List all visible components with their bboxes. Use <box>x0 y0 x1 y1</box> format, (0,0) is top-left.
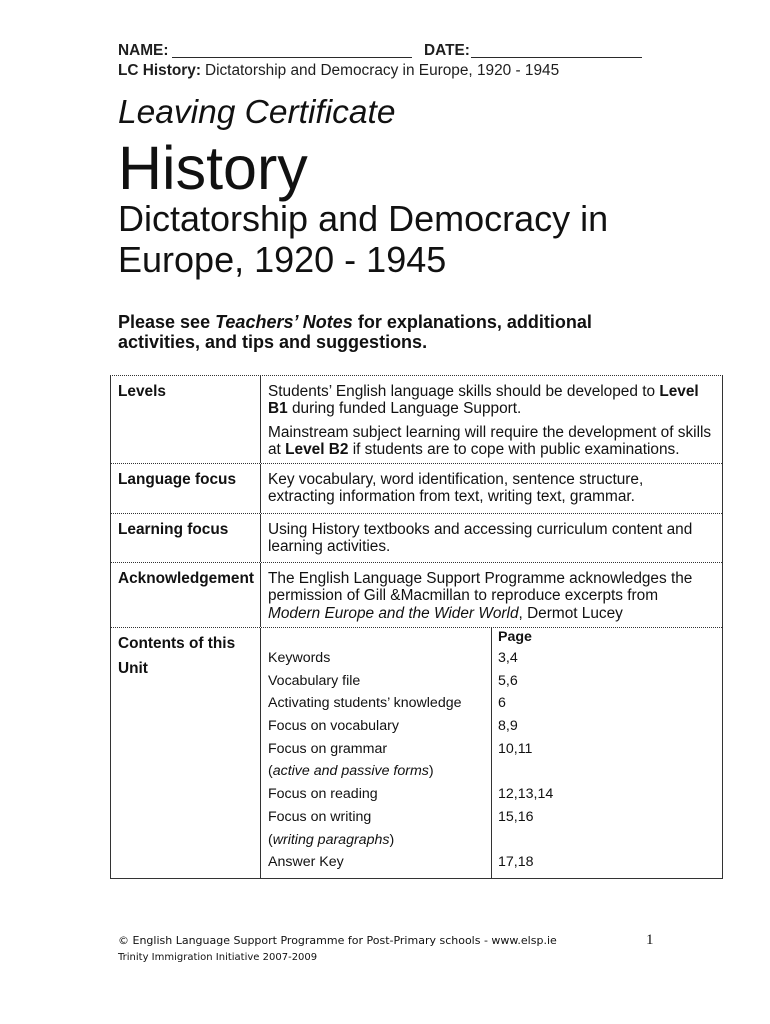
paren-close: ) <box>389 831 395 848</box>
topic-title-line-2: Europe, 1920 - 1945 <box>118 239 447 280</box>
text-line <box>268 605 718 622</box>
note-text: active and passive forms <box>272 763 429 780</box>
contents-page-number: 15,16 <box>498 808 534 825</box>
acknowledgement-label: Acknowledgement <box>111 563 261 627</box>
contents-item: Focus on vocabulary <box>268 718 399 735</box>
contents-page-number: 10,11 <box>498 740 533 757</box>
contents-items-column <box>261 628 492 878</box>
text-line: extracting information from text, writing text, grammar. <box>268 488 635 506</box>
language-focus-row <box>111 463 722 513</box>
text-line: permission of Gill &Macmillan to reproduce excerpts from <box>268 587 659 605</box>
paren-close: ) <box>428 763 434 780</box>
notice-line-2: activities, and tips and suggestions. <box>118 332 428 353</box>
text-line: Using History textbooks and accessing curriculum content and <box>268 521 693 538</box>
topic-title <box>118 198 608 280</box>
contents-item: Focus on reading <box>268 786 378 803</box>
contents-item: Vocabulary file <box>268 672 361 689</box>
text-run: during funded Language Support. <box>287 400 522 418</box>
page-number: 1 <box>646 932 654 949</box>
text-run: Students’ English language skills should be developed to <box>268 383 660 400</box>
note-text: writing paragraphs <box>272 831 390 848</box>
text-line <box>268 383 718 400</box>
contents-item: Focus on grammar <box>268 740 388 757</box>
text-line: Mainstream subject learning will require the development of skills <box>268 423 712 441</box>
learning-focus-description <box>261 514 722 562</box>
text-line: Key vocabulary, word identification, sentence structure, <box>268 471 644 488</box>
contents-page-number: 3,4 <box>498 650 518 666</box>
levels-description <box>261 376 722 463</box>
text-line <box>268 400 718 417</box>
course-title: Dictatorship and Democracy in Europe, 1920 - 1945 <box>204 61 560 79</box>
text-run: if students are to cope with public examinations. <box>348 440 680 458</box>
text-line: The English Language Support Programme acknowledges the <box>268 570 693 587</box>
level-badge-text: Level <box>659 383 699 400</box>
notice-text: for explanations, additional <box>352 312 592 333</box>
contents-pages-column <box>492 628 722 878</box>
acknowledgement-description <box>261 563 722 627</box>
course-label: LC History: <box>118 61 201 79</box>
contents-item-note <box>268 829 491 852</box>
acknowledgement-row <box>111 562 722 627</box>
contents-row <box>111 627 722 878</box>
date-label: DATE: <box>424 41 470 59</box>
notice-line-1 <box>118 312 592 332</box>
contents-item: Answer Key <box>268 854 344 871</box>
contents-items-header-spacer <box>268 628 491 647</box>
levels-paragraph-b2 <box>268 424 718 459</box>
name-blank-line <box>172 57 412 58</box>
language-focus-label: Language focus <box>111 464 261 513</box>
name-label: NAME: <box>118 41 169 59</box>
contents-page-number: 12,13,14 <box>498 786 554 803</box>
contents-item: Activating students’ knowledge <box>268 695 462 712</box>
page-column-header: Page <box>498 629 532 645</box>
paren-open: ( <box>268 831 273 848</box>
contents-label-line-2: Unit <box>118 660 148 677</box>
contents-page-number-empty <box>498 829 722 852</box>
level-badge-text: Level B2 <box>285 440 349 458</box>
contents-label-line-1: Contents of this <box>118 635 236 652</box>
notice-text: Please see <box>118 312 216 333</box>
book-title: Modern Europe and the Wider World <box>268 604 519 622</box>
subject-title: History <box>118 134 308 203</box>
learning-focus-label: Learning focus <box>111 514 261 562</box>
contents-page-number-empty <box>498 760 722 783</box>
text-line <box>268 441 718 458</box>
book-author: , Dermot Lucey <box>518 604 623 622</box>
contents-item-note <box>268 760 491 783</box>
text-line: learning activities. <box>268 538 391 556</box>
contents-item: Keywords <box>268 650 331 666</box>
language-focus-description <box>261 464 722 513</box>
course-line <box>118 63 559 78</box>
teachers-notes-notice <box>118 312 592 352</box>
qualification-title: Leaving Certificate <box>118 93 396 131</box>
level-badge-text: B1 <box>268 400 288 418</box>
text-run: at <box>268 440 286 458</box>
contents-page-number: 8,9 <box>498 718 518 735</box>
footer-copyright: © English Language Support Programme for Post-Primary schools - www.elsp.ie <box>118 933 557 947</box>
contents-item: Focus on writing <box>268 808 372 825</box>
teachers-notes-reference: Teachers’ Notes <box>215 312 353 333</box>
levels-label: Levels <box>111 376 261 463</box>
paren-open: ( <box>268 763 273 780</box>
date-blank-line <box>471 57 642 58</box>
contents-label <box>111 628 261 878</box>
footer-initiative: Trinity Immigration Initiative 2007-2009 <box>118 952 318 963</box>
contents-page-number: 17,18 <box>498 854 534 871</box>
topic-title-line-1: Dictatorship and Democracy in <box>118 198 609 239</box>
learning-focus-row <box>111 513 722 562</box>
levels-row <box>111 376 722 463</box>
unit-overview-table <box>110 375 723 879</box>
contents-page-number: 6 <box>498 695 506 712</box>
contents-page-number: 5,6 <box>498 672 518 689</box>
levels-paragraph-b1 <box>268 383 718 418</box>
